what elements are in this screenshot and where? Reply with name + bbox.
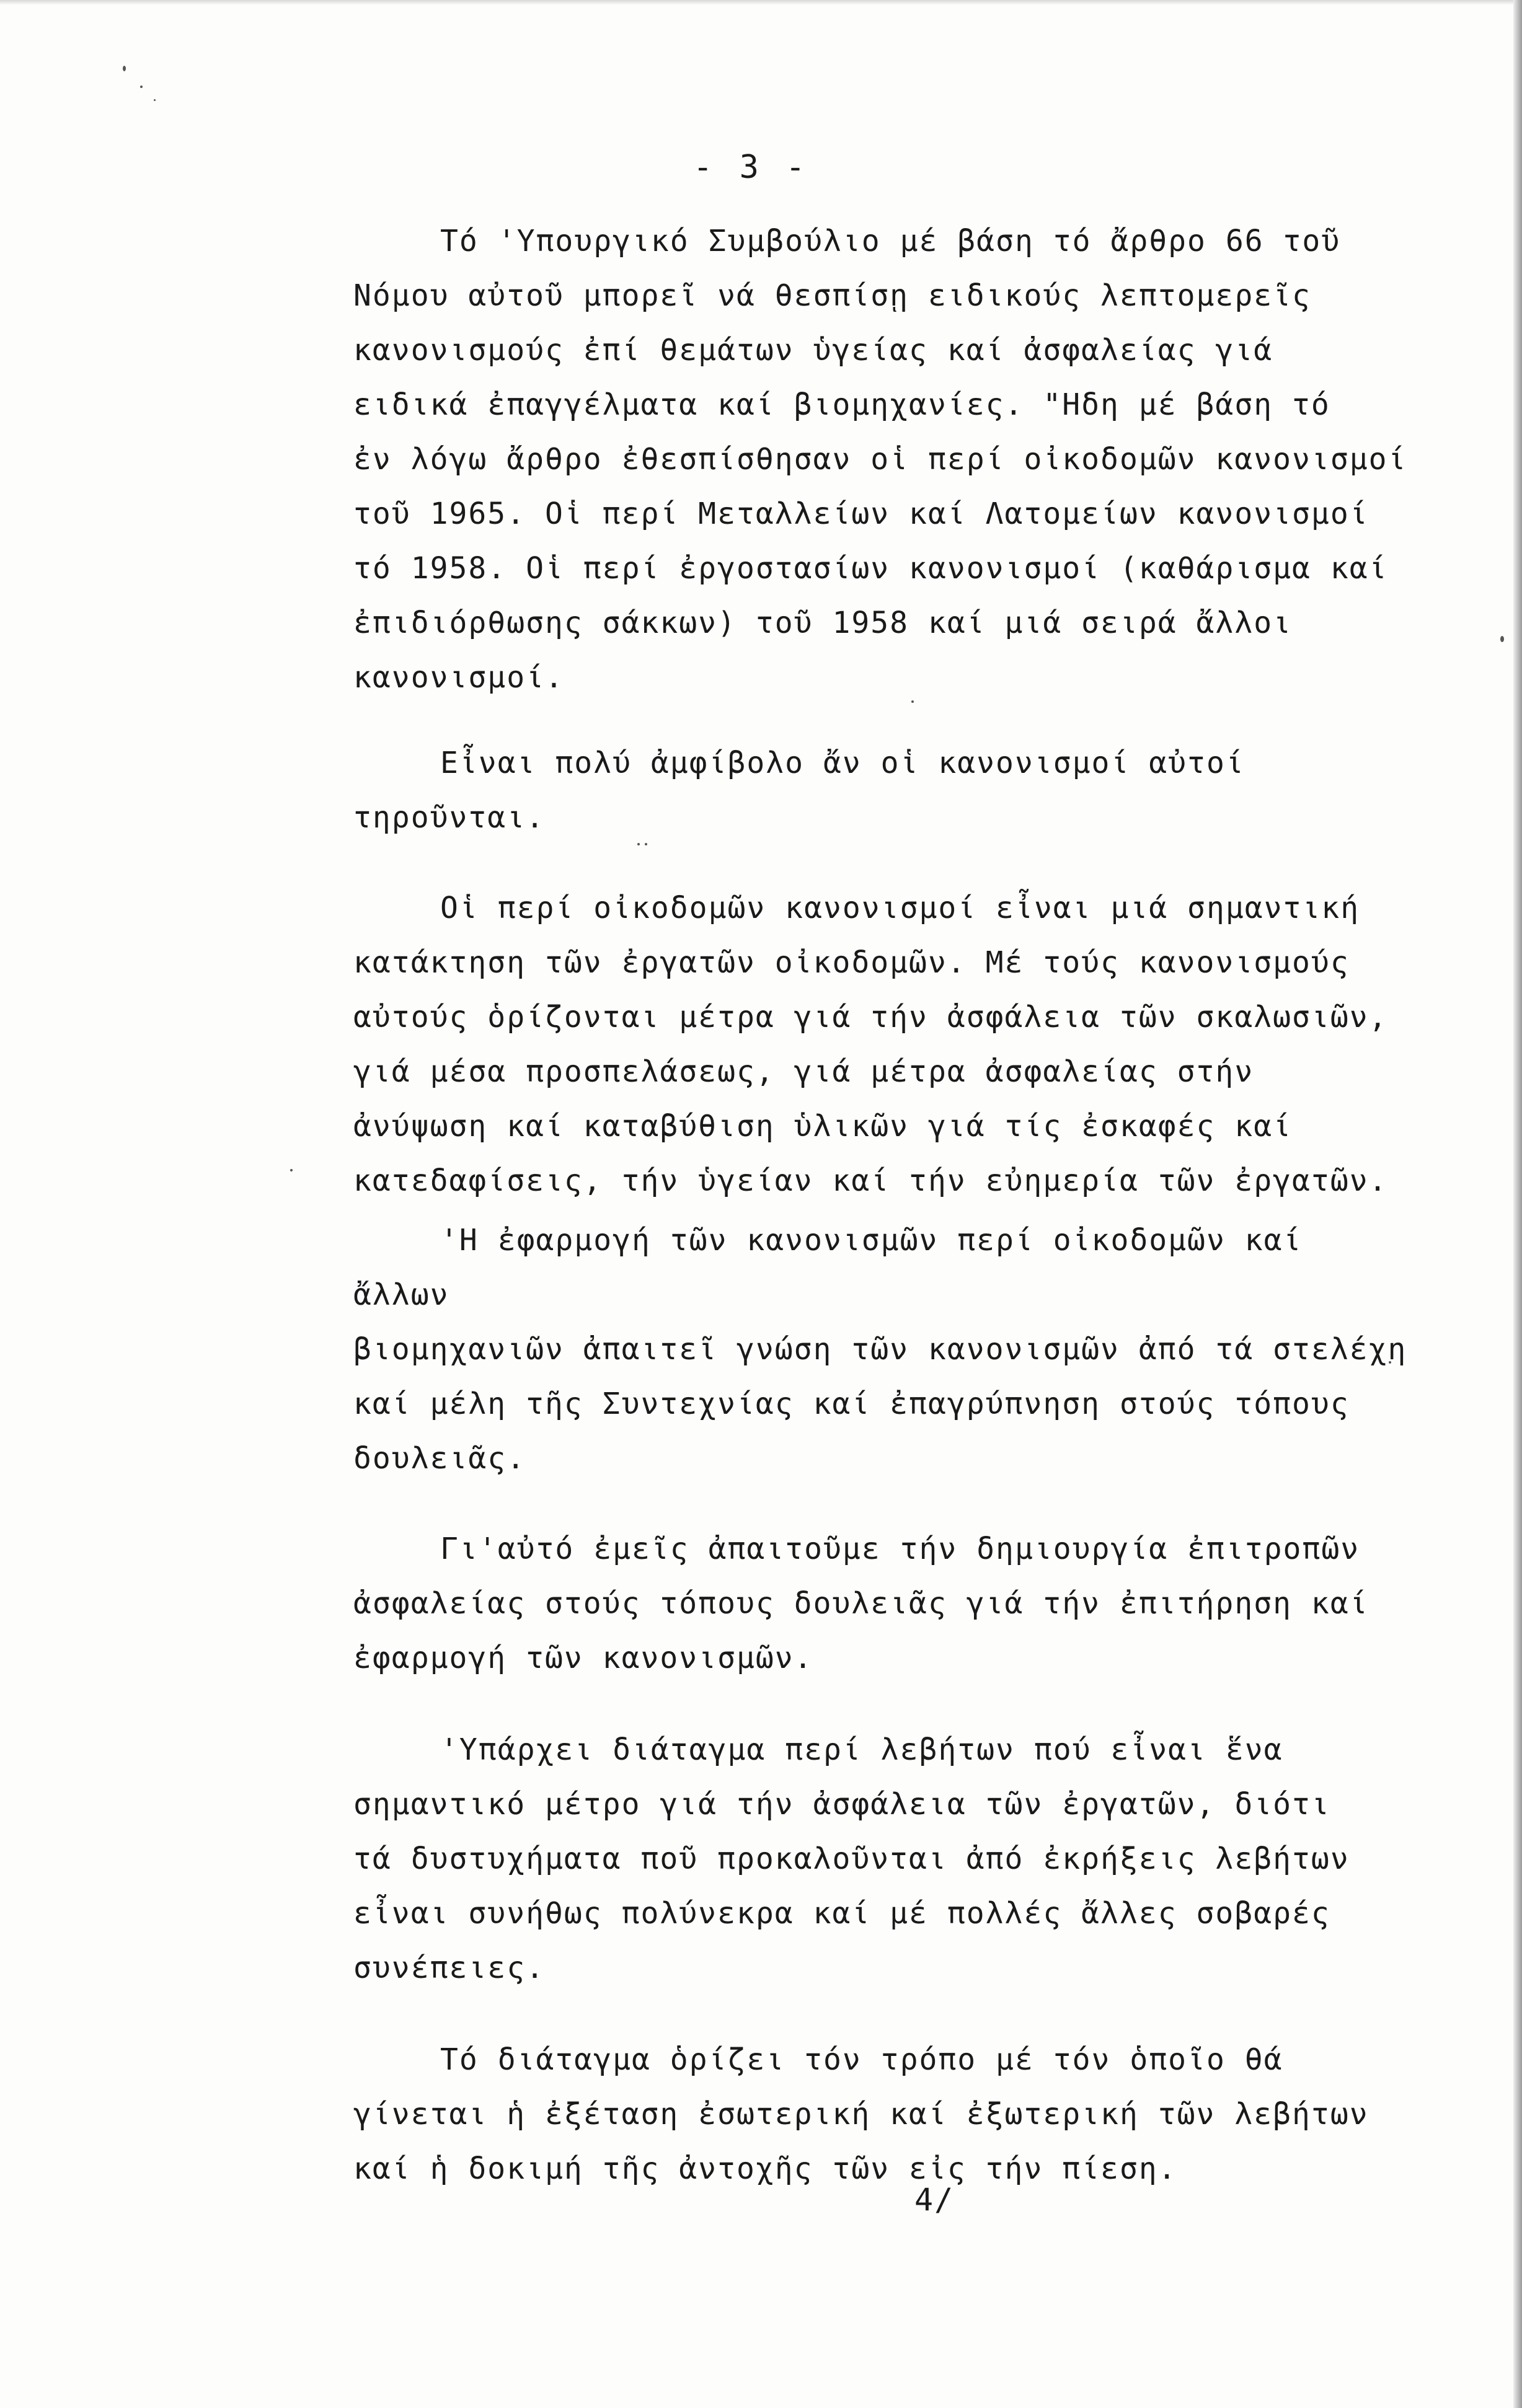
page-number: - 3 -	[693, 149, 809, 186]
scan-speck	[1500, 636, 1504, 642]
scan-speck	[140, 86, 143, 88]
paragraph-compliance-doubt: Εἶναι πολύ ἀμφίβολο ἄν οἱ κανονισμοί αὐτοί τηροῦνται.	[353, 746, 1245, 835]
scan-speck	[154, 99, 156, 101]
paragraph-safety-committees: Γι'αὐτό ἐμεῖς ἀπαιτοῦμε τήν δημιουργία ἐπιτροπῶν ἀσφαλείας στούς τόπους δουλειᾶς γιά τήν ἐπιτήρηση καί ἐφαρμογή τῶν κανονισμῶν.	[353, 1532, 1369, 1675]
continuation-marker: 4/	[914, 2182, 955, 2218]
paragraph-boiler-decree: 'Υπάρχει διάταγμα περί λεβήτων πού εἶναι ἕνα σημαντικό μέτρο γιά τήν ἀσφάλεια τῶν ἐργατῶν, διότι τά δυστυχήματα ποῦ προκαλοῦνται ἀπό ἐκρήξεις λεβήτων εἶναι συνήθως πολύνεκρα καί μέ πολλές ἄλλες σοβαρές συνέπειες.	[353, 1732, 1350, 1985]
scan-top-edge	[0, 0, 1522, 5]
paragraph-regulations-overview: Τό 'Υπουργικό Συμβούλιο μέ βάση τό ἄρθρο 66 τοῦ Νόμου αὐτοῦ μπορεῖ νά θεσπίσῃ ειδικούς λεπτομερεῖς κανονισμούς ἐπί θεμάτων ὑγείας καί ἀσφαλείας γιά ειδικά ἐπαγγέλματα καί βιομηχανίες. "Ηδη μέ βάση τό ἐν λόγω ἄρθρο ἐθεσπίσθησαν οἱ περί οἰκοδομῶν κανονισμοί τοῦ 1965. Οἱ περί Μεταλλείων καί Λατομείων κανονισμοί τό 1958. Οἱ περί ἐργοστασίων κανονισμοί (καθάρισμα καί ἐπιδιόρθωσης σάκκων) τοῦ 1958 καί μιά σειρά ἄλλοι κανονισμοί.	[353, 224, 1407, 695]
paragraph-boiler-inspection: Τό διάταγμα ὁρίζει τόν τρόπο μέ τόν ὁποῖο θά γίνεται ἡ ἐξέταση ἐσωτερική καί ἐξωτερική τῶν λεβήτων καί ἡ δοκιμή τῆς ἀντοχῆς τῶν εἰς τήν πίεση.	[353, 2042, 1369, 2186]
paragraph-enforcement: 'Η ἐφαρμογή τῶν κανονισμῶν περί οἰκοδομῶν καί ἄλλων βιομηχανιῶν ἀπαιτεῖ γνώση τῶν κανονισμῶν ἀπό τά στελέχη καί μέλη τῆς Συντεχνίας καί ἐπαγρύπνηση στούς τόπους δουλειᾶς.	[353, 1223, 1407, 1476]
document-body	[353, 214, 1407, 2196]
scan-speck	[290, 1169, 293, 1171]
paragraph-construction-regulations: Οἱ περί οἰκοδομῶν κανονισμοί εἶναι μιά σημαντική κατάκτηση τῶν ἐργατῶν οἰκοδομῶν. Μέ τούς κανονισμούς αὐτούς ὁρίζονται μέτρα γιά τήν ἀσφάλεια τῶν σκαλωσιῶν, γιά μέσα προσπελάσεως, γιά μέτρα ἀσφαλείας στήν ἀνύψωση καί καταβύθιση ὑλικῶν γιά τίς ἐσκαφές καί κατεδαφίσεις, τήν ὑγείαν καί τήν εὐημερία τῶν ἐργατῶν.	[353, 891, 1388, 1198]
scan-right-edge	[1513, 0, 1522, 2408]
scan-speck	[123, 66, 126, 71]
